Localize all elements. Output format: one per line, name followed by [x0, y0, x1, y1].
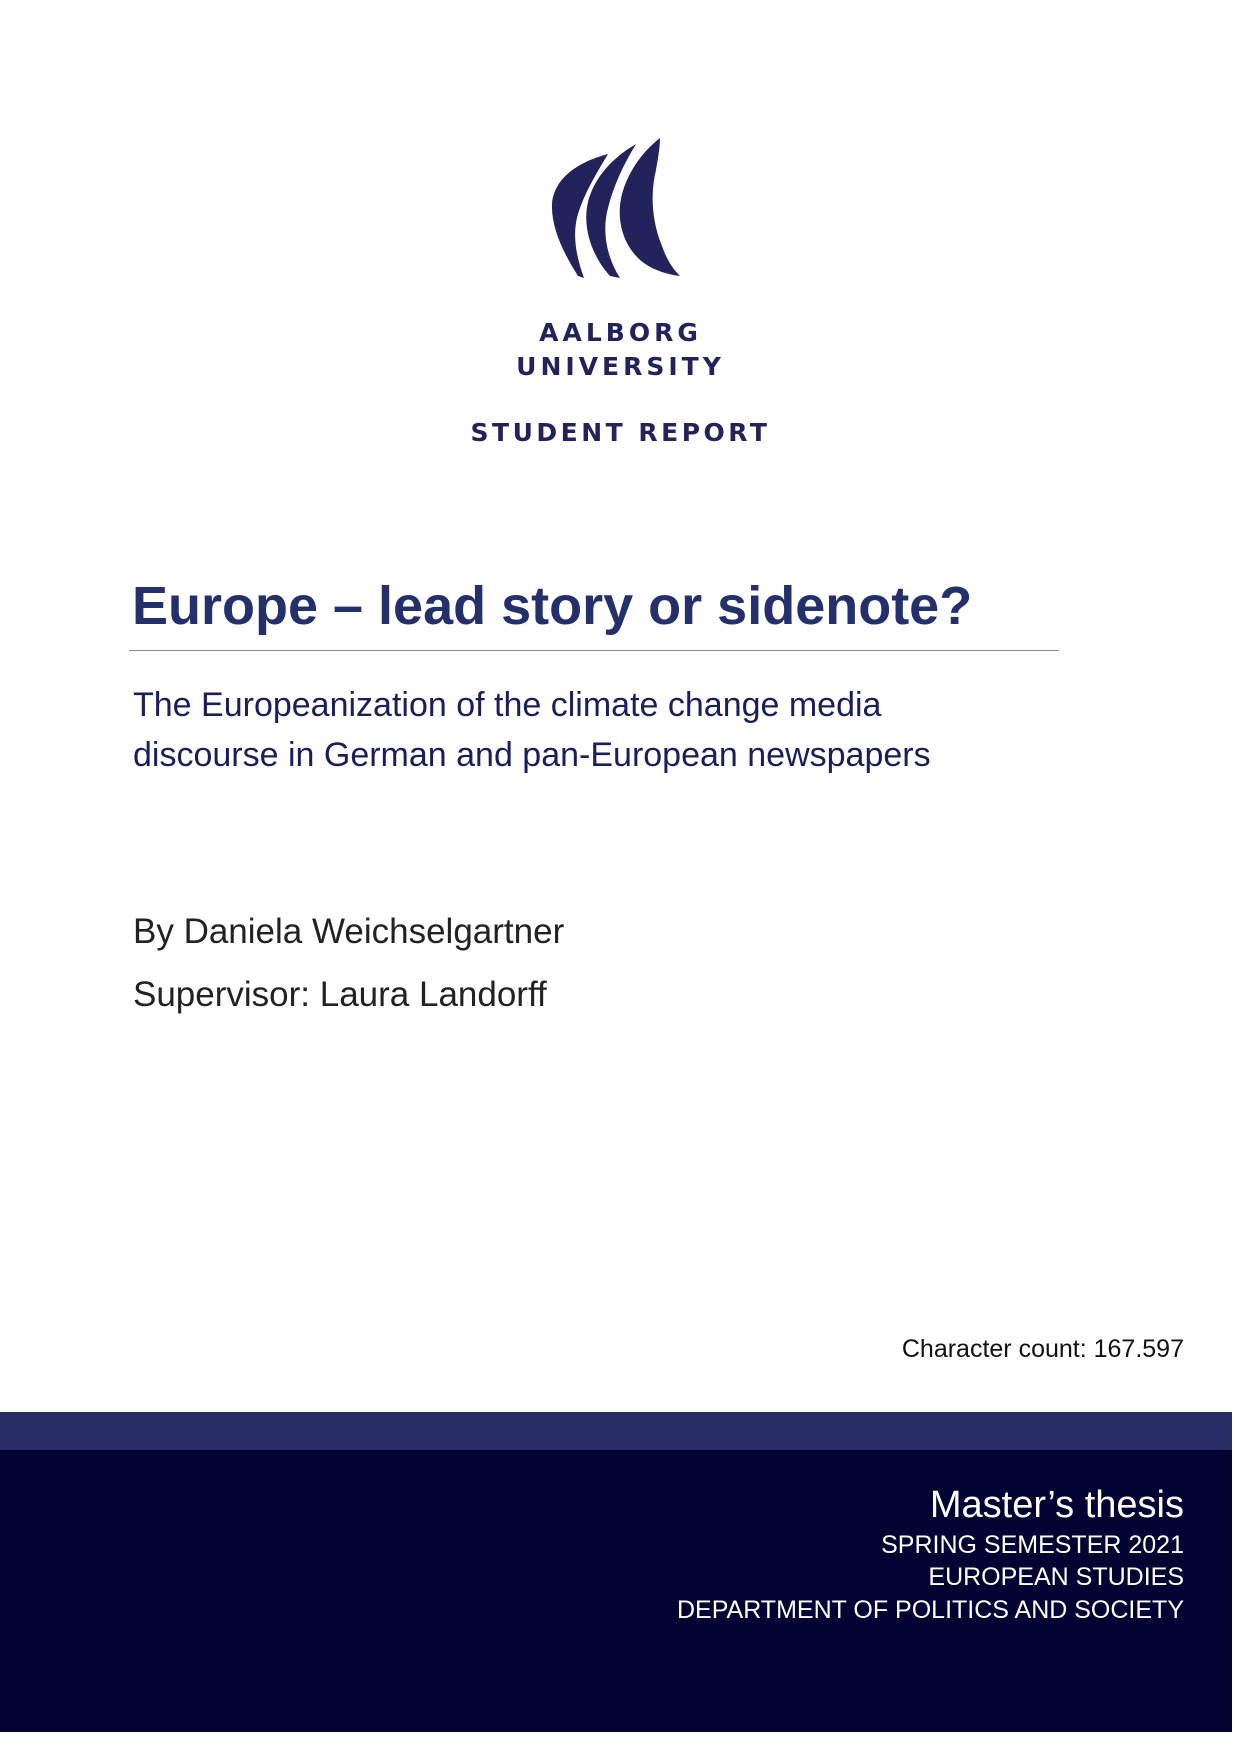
thesis-type: Master’s thesis	[929, 1484, 1184, 1526]
student-report-label: STUDENT REPORT	[470, 418, 771, 447]
thesis-subtitle	[133, 680, 1113, 780]
thesis-title: Europe – lead story or sidenote?	[132, 576, 973, 636]
university-name-line2: UNIVERSITY	[516, 352, 725, 381]
university-name-line1: AALBORG	[539, 318, 702, 347]
title-divider	[129, 650, 1059, 651]
aalborg-university-logo-icon	[548, 138, 688, 280]
subtitle-line-2: discourse in German and pan-European newspapers	[133, 736, 931, 774]
subtitle-line-1: The Europeanization of the climate change media	[133, 686, 882, 724]
author-line: By Daniela Weichselgartner	[133, 912, 565, 951]
program-label: EUROPEAN STUDIES	[928, 1563, 1184, 1591]
footer-accent-band	[0, 1412, 1232, 1450]
supervisor-line: Supervisor: Laura Landorff	[133, 975, 547, 1014]
semester-label: SPRING SEMESTER 2021	[881, 1531, 1184, 1559]
department-label: DEPARTMENT OF POLITICS AND SOCIETY	[676, 1596, 1184, 1624]
character-count: Character count: 167.597	[901, 1335, 1184, 1363]
